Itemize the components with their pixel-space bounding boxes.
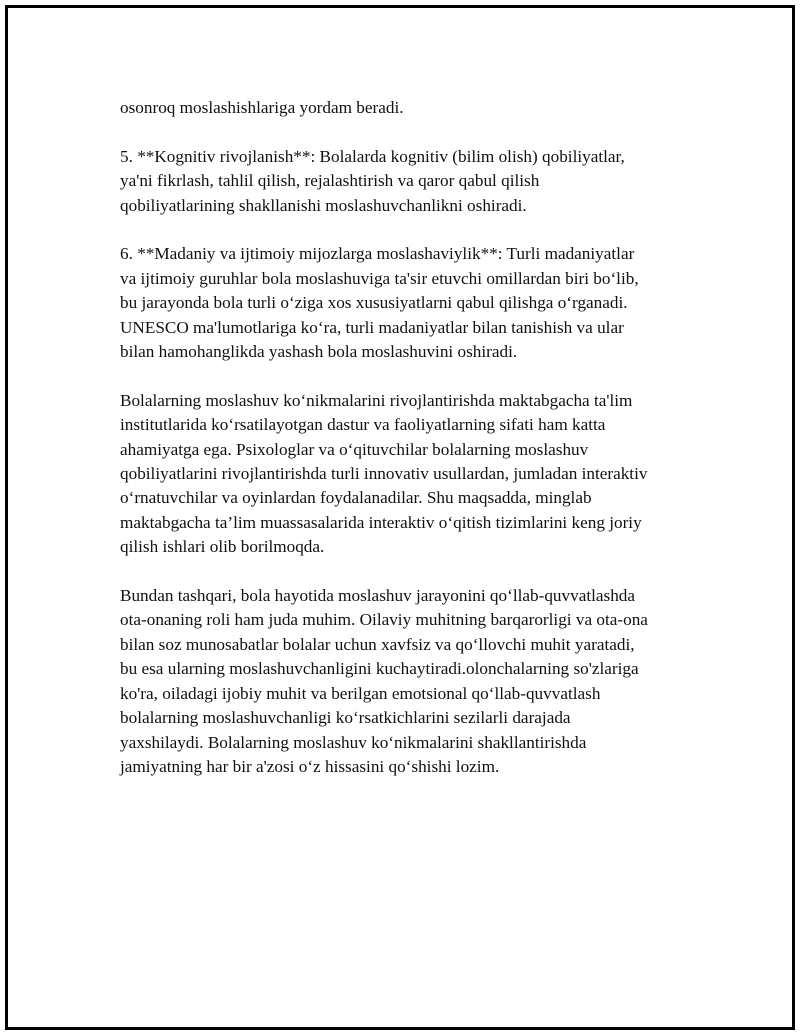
text-line: yaxshilaydi. Bolalarning moslashuv ko‘nikmalarini shakllantirishda (120, 732, 587, 752)
paragraph-cognitive-development (120, 145, 706, 218)
text-line: jamiyatning har bir a'zosi o‘z hissasini qo‘shishi lozim. (120, 756, 500, 776)
text-line: bu jarayonda bola turli o‘ziga xos xususiyatlarni qabul qilishga o‘rganadi. (120, 293, 628, 313)
paragraph-intro-continuation (120, 96, 706, 120)
text-line: 6. **Madaniy va ijtimoiy mijozlarga moslashaviylik**: Turli madaniyatlar (120, 244, 635, 264)
paragraph-parental-role (120, 584, 706, 779)
paragraph-preschool-programs (120, 389, 706, 560)
text-line: qobiliyatlarini rivojlantirishda turli innovativ usullardan, jumladan interaktiv (120, 464, 648, 484)
text-line: institutlarida ko‘rsatilayotgan dastur va faoliyatlarning sifati ham katta (120, 415, 606, 435)
page-body (120, 96, 706, 804)
text-line: qobiliyatlarining shakllanishi moslashuvchanlikni oshiradi. (120, 195, 527, 215)
text-line: qilish ishlari olib borilmoqda. (120, 537, 325, 557)
text-line: Bolalarning moslashuv ko‘nikmalarini rivojlantirishda maktabgacha ta'lim (120, 390, 633, 410)
text-line: 5. **Kognitiv rivojlanish**: Bolalarda kognitiv (bilim olish) qobiliyatlar, (120, 146, 625, 166)
text-line: bolalarning moslashuvchanligi ko‘rsatkichlarini sezilarli darajada (120, 708, 571, 728)
text-line: bu esa ularning moslashuvchanligini kuchaytiradi.olonchalarning so'zlariga (120, 659, 639, 679)
text-line: UNESCO ma'lumotlariga ko‘ra, turli madaniyatlar bilan tanishish va ular (120, 317, 624, 337)
text-line: maktabgacha ta’lim muassasalarida interaktiv o‘qitish tizimlarini keng joriy (120, 512, 642, 532)
text-line: va ijtimoiy guruhlar bola moslashuviga ta'sir etuvchi omillardan biri bo‘lib, (120, 268, 639, 288)
text-line: bilan hamohanglikda yashash bola moslashuvini oshiradi. (120, 342, 518, 362)
text-line: ya'ni fikrlash, tahlil qilish, rejalashtirish va qaror qabul qilish (120, 171, 540, 191)
text-line: ota-onaning roli ham juda muhim. Oilaviy muhitning barqarorligi va ota-ona (120, 610, 648, 630)
text-line: osonroq moslashishlariga yordam beradi. (120, 98, 404, 117)
text-line: bilan soz munosabatlar bolalar uchun xavfsiz va qo‘llovchi muhit yaratadi, (120, 634, 635, 654)
text-line: Bundan tashqari, bola hayotida moslashuv jarayonini qo‘llab-quvvatlashda (120, 586, 636, 606)
text-line: o‘rnatuvchilar va oyinlardan foydalanadilar. Shu maqsadda, minglab (120, 488, 592, 508)
page-frame (5, 5, 795, 1030)
text-line: ahamiyatga ega. Psixologlar va o‘qituvchilar bolalarning moslashuv (120, 439, 589, 459)
text-line: ko'ra, oiladagi ijobiy muhit va berilgan emotsional qo‘llab-quvvatlash (120, 683, 601, 703)
paragraph-cultural-adaptation (120, 242, 706, 364)
